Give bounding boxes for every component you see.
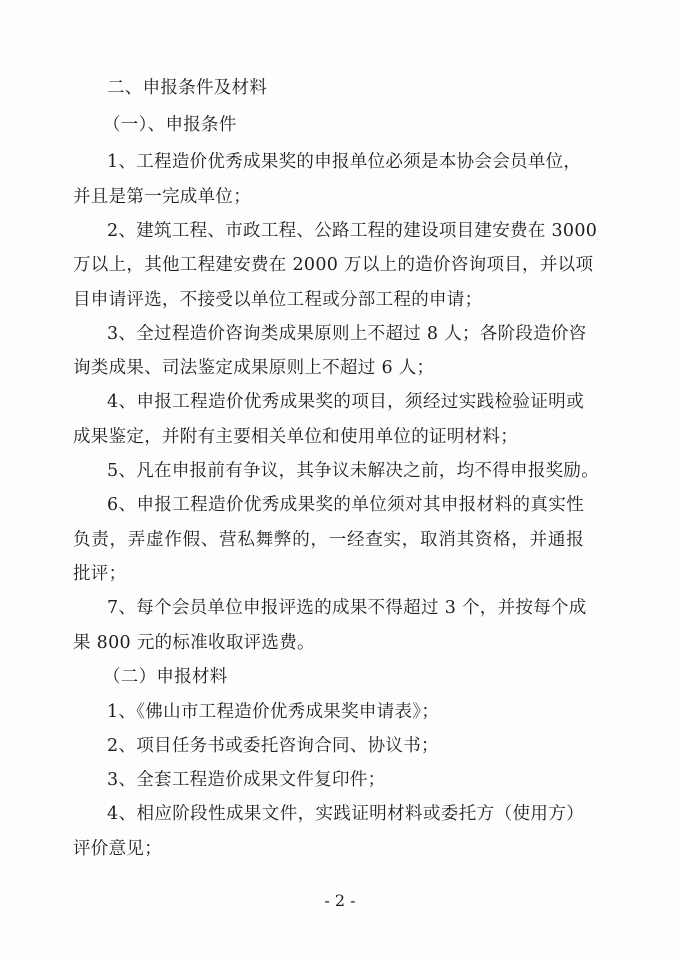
condition-3-line-2: 询类成果、司法鉴定成果原则上不超过 6 人；: [73, 358, 435, 378]
subsection-heading-materials: （二）申报材料: [103, 667, 228, 687]
condition-6-line-3: 批评；: [73, 564, 127, 584]
material-4-line-1: 4、相应阶段性成果文件，实践证明材料或委托方（使用方）: [107, 804, 584, 824]
condition-4-line-2: 成果鉴定，并附有主要相关单位和使用单位的证明材料；: [73, 427, 518, 447]
material-1-line-1: 1、《佛山市工程造价优秀成果奖申请表》；: [107, 702, 440, 722]
subsection-heading-conditions: （一）、申报条件: [103, 115, 237, 135]
material-3-line-1: 3、全套工程造价成果文件复印件；: [107, 770, 386, 790]
condition-6-line-1: 6、申报工程造价优秀成果奖的单位须对其申报材料的真实性: [107, 495, 584, 515]
condition-1-line-1: 1、工程造价优秀成果奖的申报单位必须是本协会会员单位，: [107, 152, 582, 172]
material-2-line-1: 2、项目任务书或委托咨询合同、协议书；: [107, 736, 439, 756]
condition-2-line-3: 目申请评选，不接受以单位工程或分部工程的申请；: [73, 290, 483, 310]
condition-4-line-1: 4、申报工程造价优秀成果奖的项目，须经过实践检验证明或: [107, 392, 584, 412]
condition-1-line-2: 并且是第一完成单位；: [73, 187, 251, 207]
condition-2-line-1: 2、建筑工程、市政工程、公路工程的建设项目建安费在 3000: [107, 221, 598, 241]
condition-6-line-2: 负责，弄虚作假、营私舞弊的，一经查实，取消其资格，并通报: [73, 530, 584, 550]
condition-7-line-1: 7、每个会员单位申报评选的成果不得超过 3 个，并按每个成: [107, 598, 587, 618]
condition-3-line-1: 3、全过程造价咨询类成果原则上不超过 8 人；各阶段造价咨: [107, 324, 587, 344]
material-4-line-2: 评价意见；: [73, 839, 162, 859]
condition-7-line-2: 果 800 元的标准收取评选费。: [73, 633, 315, 653]
section-heading: 二、申报条件及材料: [107, 78, 268, 98]
condition-2-line-2: 万以上，其他工程建安费在 2000 万以上的造价咨询项目，并以项: [73, 255, 594, 275]
condition-5-line-1: 5、凡在申报前有争议，其争议未解决之前，均不得申报奖励。: [107, 461, 600, 481]
page-number: - 2 -: [324, 891, 356, 910]
